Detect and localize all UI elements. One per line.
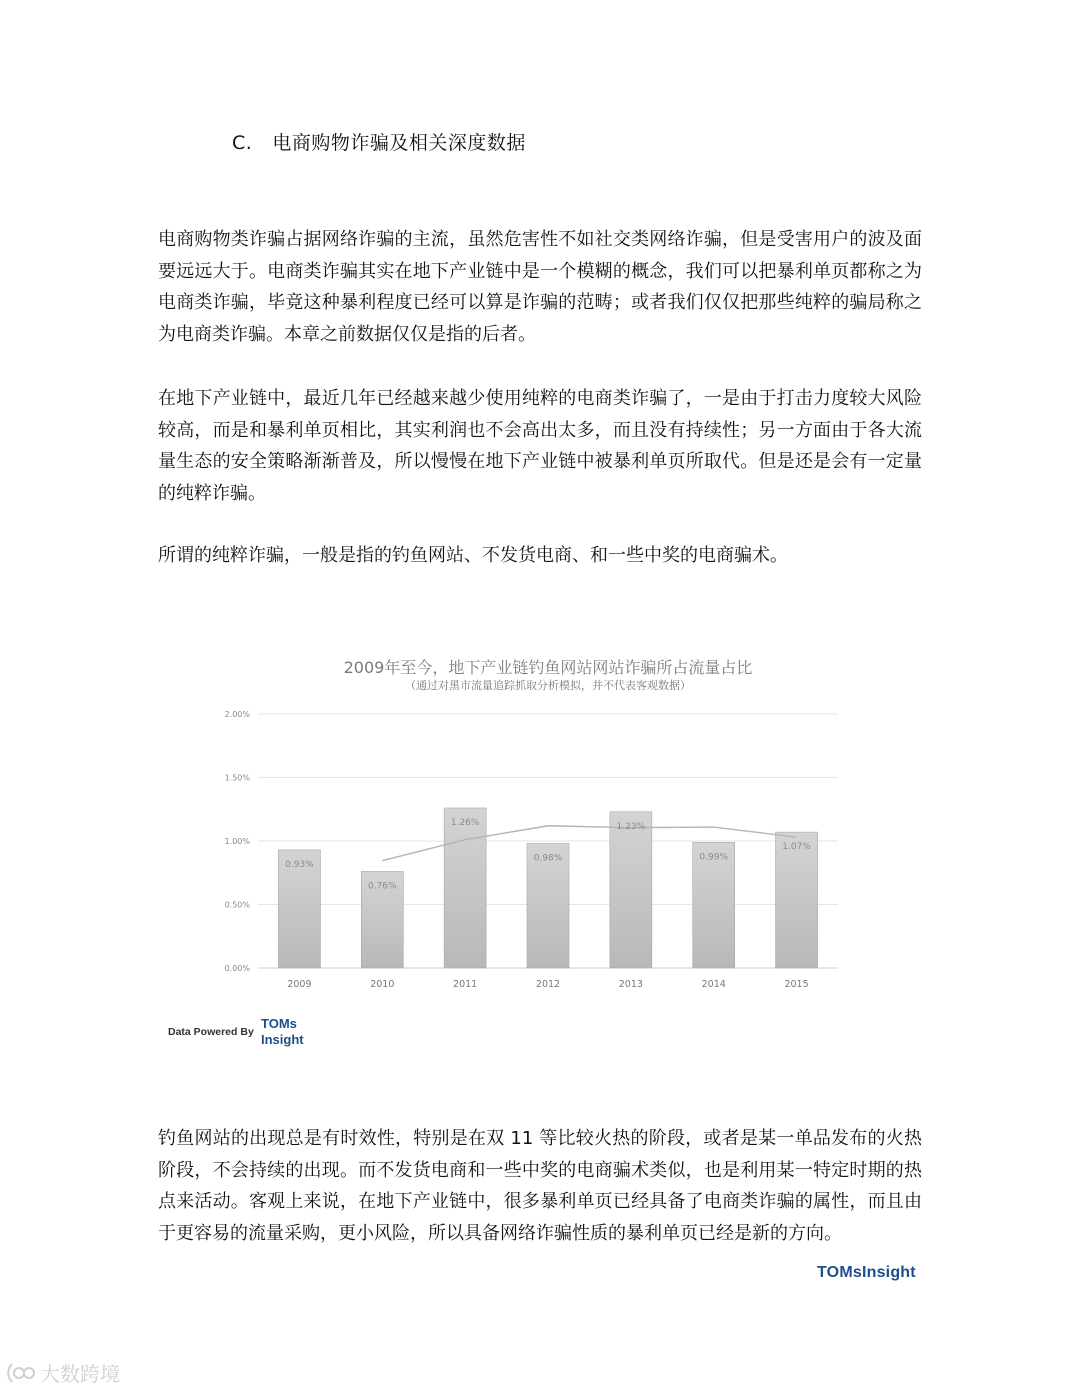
logo-line-insight: Insight [261,1032,304,1047]
y-tick-label: 2.00% [224,710,250,719]
data-label: 0.76% [367,881,397,892]
chart-x-axis [287,979,808,990]
data-label: 1.07% [782,842,811,853]
chart-subtitle: （通过对黑市流量追踪抓取分析模拟，并不代表客观数据） [405,679,691,692]
bar [444,808,486,968]
x-tick-label: 2012 [535,979,561,990]
data-label: 0.93% [285,859,314,870]
chart-title: 2009年至今，地下产业链钓鱼网站网站诈骗所占流量占比 [343,658,753,677]
paragraph-pure-fraud: 所谓的纯粹诈骗，一般是指的钓鱼网站、不发货电商、和一些中奖的电商骗术。 [158,545,788,566]
y-tick-label: 0.50% [224,900,250,910]
x-tick-label: 2010 [370,979,395,990]
x-tick-label: 2014 [701,979,726,990]
section-heading [232,128,526,155]
watermark-logo-icon [6,1360,36,1386]
data-label: 1.26% [450,817,480,828]
data-label: 0.98% [533,853,563,864]
paragraph-intro: 电商购物类诈骗占据网络诈骗的主流，虽然危害性不如社交类网络诈骗，但是受害用户的波及面要远远大于。电商类诈骗其实在地下产业链中是一个模糊的概念，我们可以把暴利单页都称之为电商类诈骗，毕竟这种暴利程度已经可以算是诈骗的范畴；或者我们仅仅把那些纯粹的骗局称之为电商类诈骗。本章之前数据仅仅是指的后者。 [158,229,922,345]
chart-y-axis [225,710,251,973]
x-tick-label: 2009 [287,979,312,990]
x-tick-label: 2013 [618,979,643,990]
paragraph-underground: 在地下产业链中，最近几年已经越来越少使用纯粹的电商类诈骗了，一是由于打击力度较大风险较高，而是和暴利单页相比，其实利润也不会高出太多，而且没有持续性；另一方面由于各大流量生态的安全策略渐渐普及，所以慢慢在地下产业链中被暴利单页所取代。但是还是会有一定量的纯粹诈骗。 [158,388,922,504]
brand-footer: TOMsInsight [817,1264,916,1281]
data-label: 1.23% [616,821,646,832]
section-title: 电商购物诈骗及相关深度数据 [272,132,526,154]
paragraph-phishing-timing: 钓鱼网站的出现总是有时效性，特别是在双 11 等比较火热的阶段，或者是某一单品发布的火热阶段，不会持续的出现。而不发货电商和一些中奖的电商骗术类似，也是利用某一特定时期的热点来活动。客观上来说，在地下产业链中，很多暴利单页已经具备了电商类诈骗的属性，而且由于更容易的流量采购，更小风险，所以具备网络诈骗性质的暴利单页已经是新的方向。 [158,1128,922,1244]
watermark [6,1358,120,1387]
x-tick-label: 2011 [453,979,478,990]
bar [776,832,818,968]
y-tick-label: 0.00% [224,964,250,973]
phishing-traffic-chart [160,646,860,1006]
x-tick-label: 2015 [784,979,809,990]
bar [610,812,652,968]
data-label: 0.99% [699,852,729,863]
y-tick-label: 1.00% [224,837,250,846]
y-tick-label: 1.50% [224,773,250,783]
toms-insight-logo [261,1016,321,1048]
section-letter: C. [232,132,253,154]
chart-bars [278,808,817,968]
data-powered-by: Data Powered By [168,1026,254,1038]
watermark-text: 大数跨境 [40,1362,120,1386]
logo-line-toms: TOMs [261,1016,297,1031]
